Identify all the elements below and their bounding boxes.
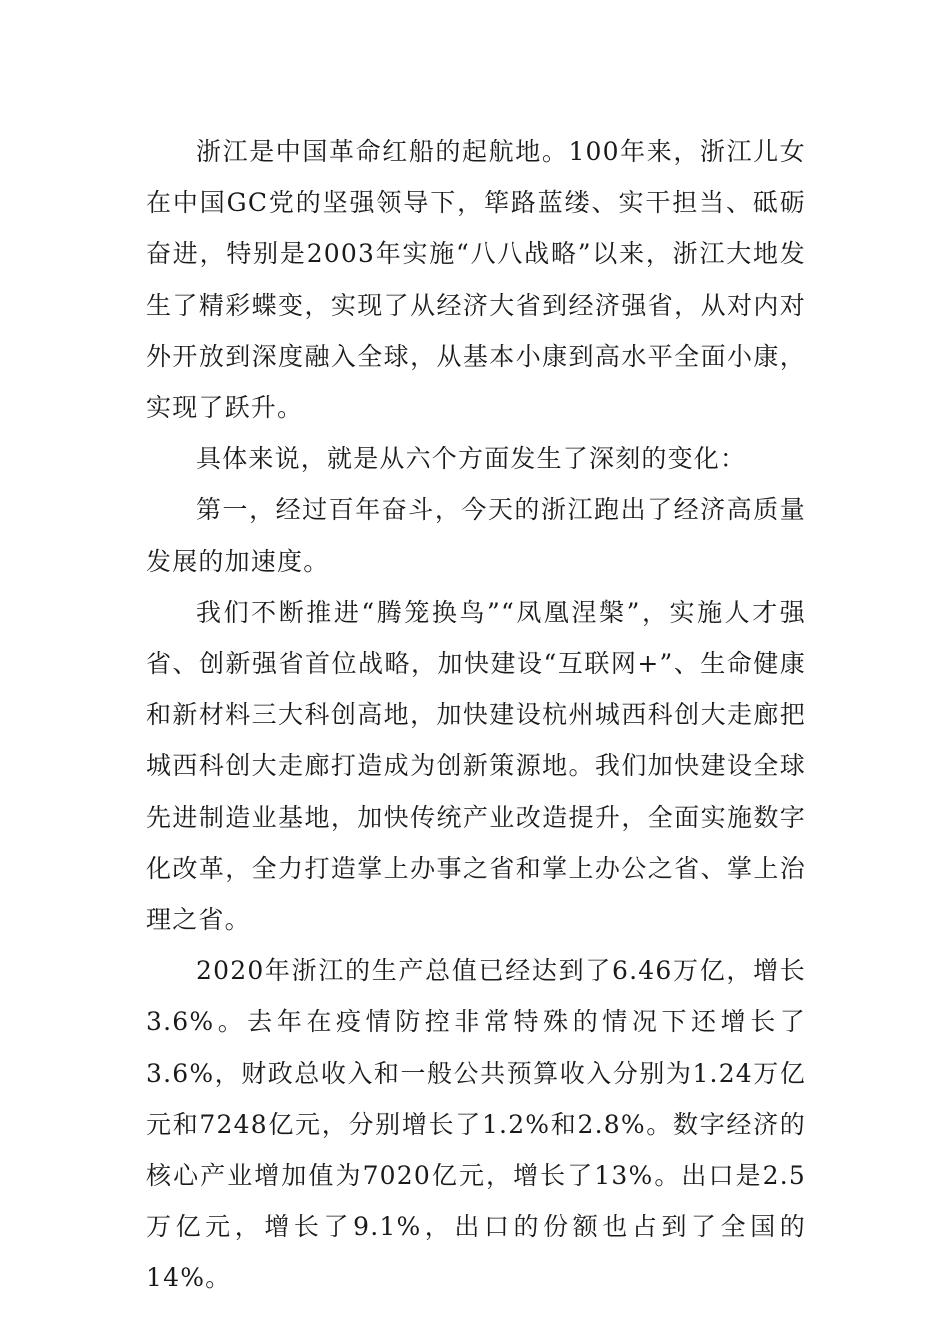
paragraph-innovation: 我们不断推进“腾笼换鸟”“凤凰涅槃”，实施人才强省、创新强省首位战略，加快建设“互联网+”、生命健康和新材料三大科创高地，加快建设杭州城西科创大走廊把城西科创大走廊打造成为创新策源地。我们加快建设全球先进制造业基地，加快传统产业改造提升，全面实施数字化改革，全力打造掌上办事之省和掌上办公之省、掌上治理之省。 xyxy=(146,597,806,935)
paragraph-first-point: 第一，经过百年奋斗，今天的浙江跑出了经济高质量发展的加速度。 xyxy=(146,495,806,576)
document-body xyxy=(146,126,806,1304)
paragraph-economic-figures: 2020年浙江的生产总值已经达到了6.46万亿，增长3.6%。去年在疫情防控非常特殊的情况下还增长了3.6%，财政总收入和一般公共预算收入分别为1.24万亿元和7248亿元，分别增长了1.2%和2.8%。数字经济的核心产业增加值为7020亿元，增长了13%。出口是2.5万亿元，增长了9.1%，出口的份额也占到了全国的14%。 xyxy=(146,956,806,1293)
paragraph-six-aspects: 具体来说，就是从六个方面发生了深刻的变化： xyxy=(196,444,747,474)
paragraph-red-boat: 浙江是中国革命红船的起航地。100年来，浙江儿女在中国GC党的坚强领导下，筚路蓝缕、实干担当、砥砺奋进，特别是2003年实施“八八战略”以来，浙江大地发生了精彩蝶变，实现了从经济大省到经济强省，从对内对外开放到深度融入全球，从基本小康到高水平全面小康，实现了跃升。 xyxy=(146,137,806,423)
